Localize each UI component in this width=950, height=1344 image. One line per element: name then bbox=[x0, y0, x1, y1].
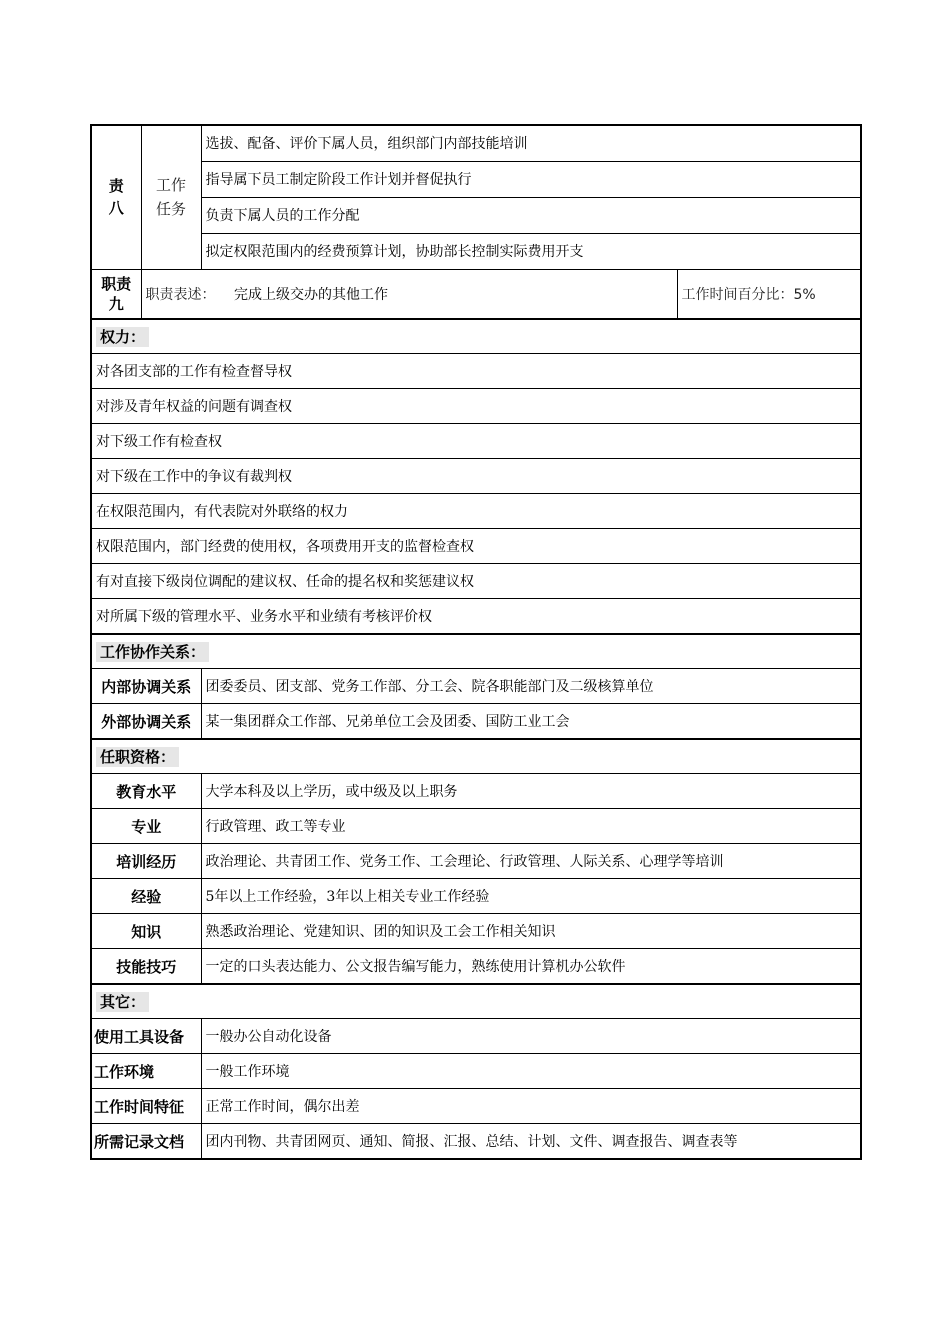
duty8-task-1: 选拔、配备、评价下属人员，组织部门内部技能培训 bbox=[201, 125, 861, 161]
qualification-section-header bbox=[91, 739, 861, 774]
authority-item: 权限范围内，部门经费的使用权，各项费用开支的监督检查权 bbox=[91, 529, 861, 564]
other-section-header bbox=[91, 984, 861, 1019]
knowledge-value: 熟悉政治理论、党建知识、团的知识及工会工作相关知识 bbox=[201, 914, 861, 949]
authority-item: 对下级工作有检查权 bbox=[91, 424, 861, 459]
work-time-label: 工作时间特征 bbox=[91, 1089, 201, 1124]
skills-value: 一定的口头表达能力、公文报告编写能力，熟练使用计算机办公软件 bbox=[201, 949, 861, 985]
duty9-description bbox=[141, 269, 677, 319]
documents-label: 所需记录文档 bbox=[91, 1124, 201, 1160]
environment-value: 一般工作环境 bbox=[201, 1054, 861, 1089]
other-title: 其它： bbox=[96, 992, 149, 1012]
external-coordination-label: 外部协调关系 bbox=[91, 704, 201, 740]
authority-item: 对涉及青年权益的问题有调查权 bbox=[91, 389, 861, 424]
authority-item: 对各团支部的工作有检查督导权 bbox=[91, 354, 861, 389]
external-coordination-value: 某一集团群众工作部、兄弟单位工会及团委、国防工业工会 bbox=[201, 704, 861, 740]
documents-value: 团内刊物、共青团网页、通知、简报、汇报、总结、计划、文件、调查报告、调查表等 bbox=[201, 1124, 861, 1160]
environment-label: 工作环境 bbox=[91, 1054, 201, 1089]
training-value: 政治理论、共青团工作、党务工作、工会理论、行政管理、人际关系、心理学等培训 bbox=[201, 844, 861, 879]
duty9-label: 职责九 bbox=[91, 269, 141, 319]
experience-label: 经验 bbox=[91, 879, 201, 914]
qualification-title: 任职资格： bbox=[96, 747, 179, 767]
major-value: 行政管理、政工等专业 bbox=[201, 809, 861, 844]
skills-label: 技能技巧 bbox=[91, 949, 201, 985]
duty9-time-percentage: 工作时间百分比：5% bbox=[677, 269, 861, 319]
authority-item: 对下级在工作中的争议有裁判权 bbox=[91, 459, 861, 494]
authority-item: 对所属下级的管理水平、业务水平和业绩有考核评价权 bbox=[91, 599, 861, 635]
duty9-desc-prefix: 职责表述： bbox=[145, 286, 216, 303]
education-label: 教育水平 bbox=[91, 774, 201, 809]
authority-section-header bbox=[91, 319, 861, 354]
education-value: 大学本科及以上学历，或中级及以上职务 bbox=[201, 774, 861, 809]
work-time-value: 正常工作时间，偶尔出差 bbox=[201, 1089, 861, 1124]
authority-title: 权力： bbox=[96, 327, 149, 347]
experience-value: 5年以上工作经验，3年以上相关专业工作经验 bbox=[201, 879, 861, 914]
authority-item: 有对直接下级岗位调配的建议权、任命的提名权和奖惩建议权 bbox=[91, 564, 861, 599]
internal-coordination-label: 内部协调关系 bbox=[91, 669, 201, 704]
cooperation-title: 工作协作关系： bbox=[96, 642, 209, 662]
duty8-task-2: 指导属下员工制定阶段工作计划并督促执行 bbox=[201, 161, 861, 197]
duty8-task-4: 拟定权限范围内的经费预算计划，协助部长控制实际费用开支 bbox=[201, 233, 861, 269]
job-description-table bbox=[90, 124, 862, 1160]
training-label: 培训经历 bbox=[91, 844, 201, 879]
tools-value: 一般办公自动化设备 bbox=[201, 1019, 861, 1054]
job-description-document bbox=[90, 124, 860, 1160]
knowledge-label: 知识 bbox=[91, 914, 201, 949]
duty8-label: 责 八 bbox=[91, 125, 141, 269]
duty8-task-label: 工作 任务 bbox=[141, 125, 201, 269]
tools-label: 使用工具设备 bbox=[91, 1019, 201, 1054]
duty9-desc-text: 完成上级交办的其他工作 bbox=[233, 286, 388, 303]
authority-item: 在权限范围内，有代表院对外联络的权力 bbox=[91, 494, 861, 529]
internal-coordination-value: 团委委员、团支部、党务工作部、分工会、院各职能部门及二级核算单位 bbox=[201, 669, 861, 704]
major-label: 专业 bbox=[91, 809, 201, 844]
duty8-task-3: 负责下属人员的工作分配 bbox=[201, 197, 861, 233]
cooperation-section-header bbox=[91, 634, 861, 669]
